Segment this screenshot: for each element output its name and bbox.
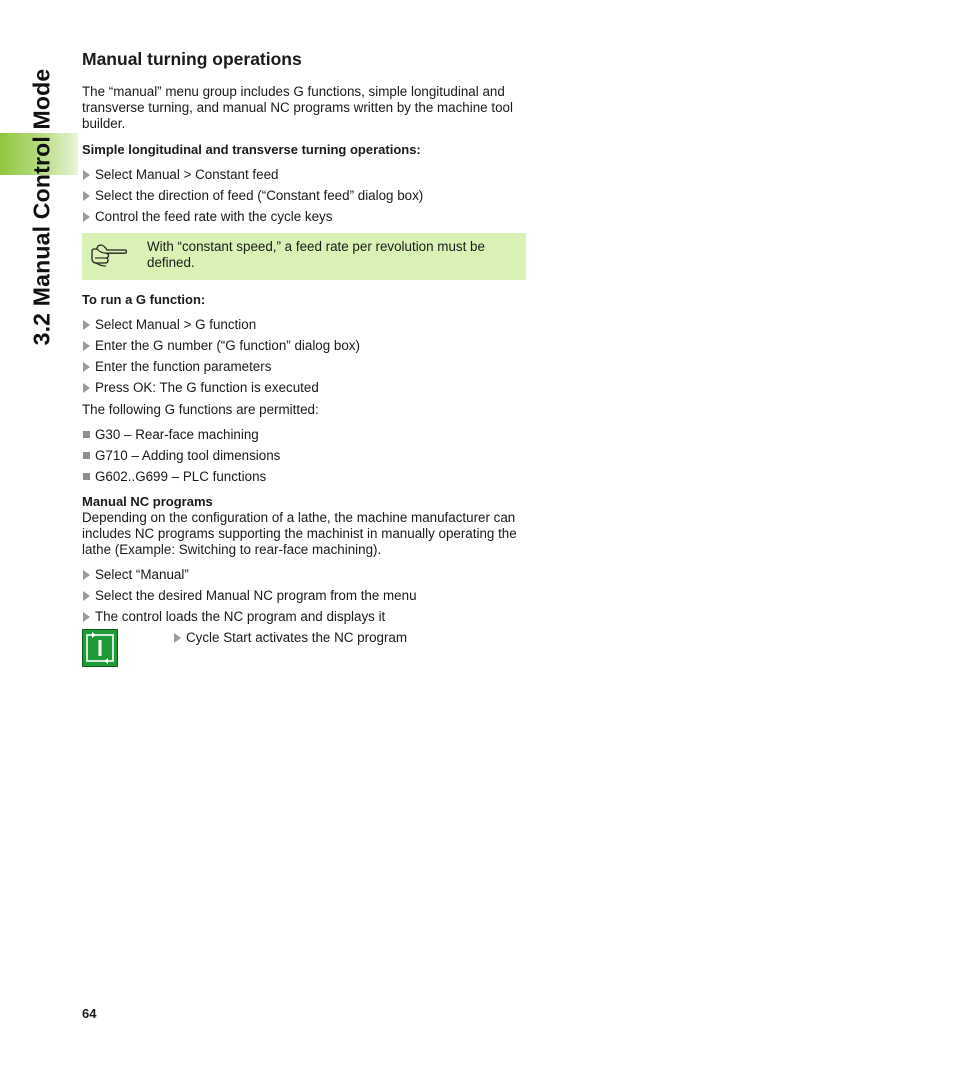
arrow-bullet-icon bbox=[83, 191, 90, 201]
cycle-start-row bbox=[82, 629, 526, 669]
arrow-bullet-icon bbox=[83, 341, 90, 351]
permitted-intro: The following G functions are permitted: bbox=[82, 402, 319, 417]
cycle-start-key-icon bbox=[82, 629, 118, 667]
turning-steps bbox=[82, 166, 526, 229]
square-bullet-icon bbox=[83, 431, 90, 438]
permitted-list bbox=[82, 426, 526, 489]
list-item: Select Manual > G function bbox=[82, 316, 526, 337]
chapter-title-text: 3.2 Manual Control Mode bbox=[28, 68, 55, 346]
nc-steps bbox=[82, 566, 526, 629]
list-item: Select “Manual” bbox=[82, 566, 526, 587]
arrow-bullet-icon bbox=[83, 383, 90, 393]
gfunction-steps bbox=[82, 316, 526, 400]
list-item: Select Manual > Constant feed bbox=[82, 166, 526, 187]
note-text: With “constant speed,” a feed rate per revolution must be defined. bbox=[147, 239, 485, 270]
section-intro: The “manual” menu group includes G functions, simple longitudinal and transverse turning, and manual NC programs written by the machine tool builder. bbox=[82, 84, 513, 131]
page-content bbox=[82, 48, 526, 669]
list-item: G710 – Adding tool dimensions bbox=[82, 447, 526, 468]
nc-heading: Manual NC programs bbox=[82, 494, 213, 509]
arrow-bullet-icon bbox=[83, 612, 90, 622]
pointing-hand-icon bbox=[91, 242, 127, 268]
square-bullet-icon bbox=[83, 473, 90, 480]
list-item: Select the desired Manual NC program from the menu bbox=[82, 587, 526, 608]
list-item: Enter the function parameters bbox=[82, 358, 526, 379]
chapter-title bbox=[22, 42, 62, 372]
nc-description: Depending on the configuration of a lathe, the machine manufacturer can includes NC programs supporting the machinist in manually operating the lathe (Example: Switching to rear-face machining). bbox=[82, 510, 517, 557]
turning-heading: Simple longitudinal and transverse turning operations: bbox=[82, 142, 421, 157]
list-item: G30 – Rear-face machining bbox=[82, 426, 526, 447]
list-item: Control the feed rate with the cycle keys bbox=[82, 208, 526, 229]
note-box bbox=[82, 233, 526, 280]
list-item: Enter the G number (“G function” dialog box) bbox=[82, 337, 526, 358]
arrow-bullet-icon bbox=[174, 633, 181, 643]
gfunction-heading: To run a G function: bbox=[82, 292, 206, 307]
arrow-bullet-icon bbox=[83, 570, 90, 580]
arrow-bullet-icon bbox=[83, 591, 90, 601]
arrow-bullet-icon bbox=[83, 320, 90, 330]
arrow-bullet-icon bbox=[83, 362, 90, 372]
arrow-bullet-icon bbox=[83, 170, 90, 180]
square-bullet-icon bbox=[83, 452, 90, 459]
list-item: Select the direction of feed (“Constant feed” dialog box) bbox=[82, 187, 526, 208]
list-item: The control loads the NC program and displays it bbox=[82, 608, 526, 629]
arrow-bullet-icon bbox=[83, 212, 90, 222]
list-item: G602..G699 – PLC functions bbox=[82, 468, 526, 489]
page-number: 64 bbox=[82, 1006, 97, 1021]
cycle-start-glyph-icon bbox=[83, 630, 117, 666]
list-item: Press OK: The G function is executed bbox=[82, 379, 526, 400]
list-item: Cycle Start activates the NC program bbox=[173, 629, 546, 650]
section-title: Manual turning operations bbox=[82, 49, 302, 69]
